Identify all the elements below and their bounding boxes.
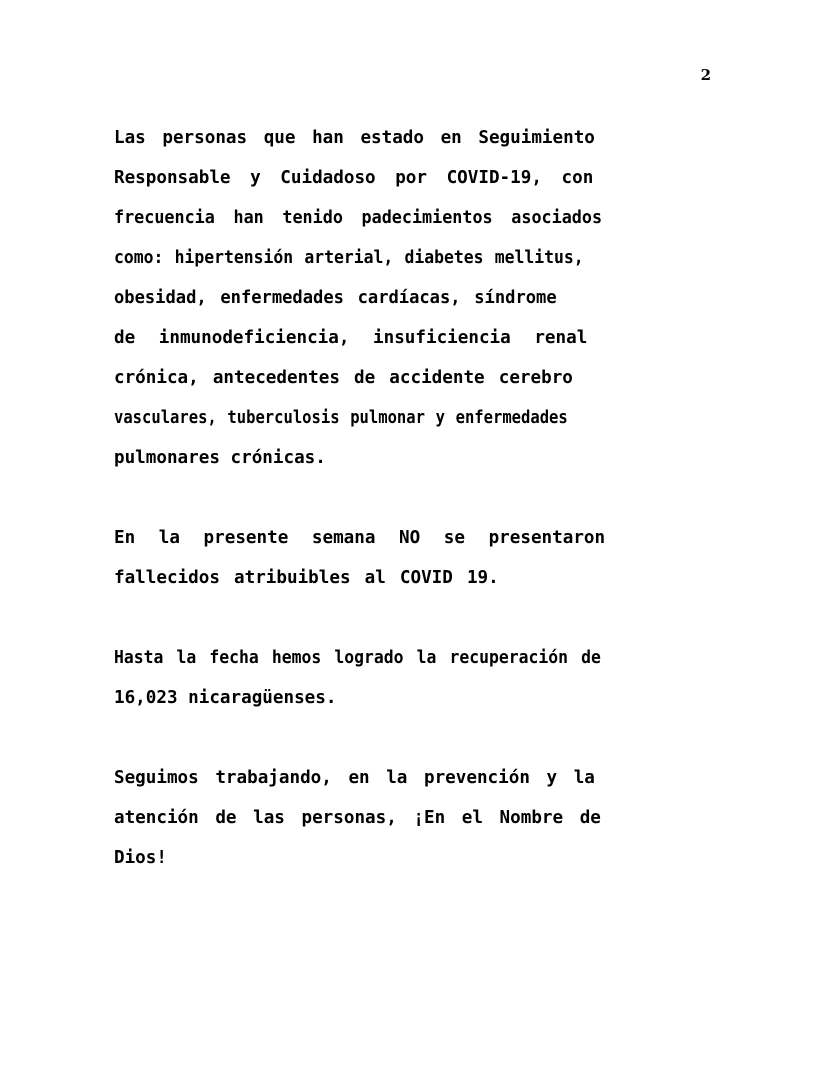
text-line: frecuencia han tenido padecimientos asociados xyxy=(114,208,603,228)
text-line: atención de las personas, ¡En el Nombre de xyxy=(114,808,601,828)
text-line: crónica, antecedentes de accidente cerebro xyxy=(114,368,573,388)
text-line: Responsable y Cuidadoso por COVID-19, con xyxy=(114,168,594,188)
text-line: como: hipertensión arterial, diabetes mellitus, xyxy=(114,248,584,268)
text-line: Las personas que han estado en Seguimiento xyxy=(114,128,595,148)
text-line: 16,023 nicaragüenses. xyxy=(114,688,337,708)
page-number: 2 xyxy=(700,66,711,84)
text-line: Dios! xyxy=(114,848,167,868)
paragraph-fallecidos xyxy=(114,518,711,598)
text-line: obesidad, enfermedades cardíacas, síndrome xyxy=(114,288,557,308)
text-line: de inmunodeficiencia, insuficiencia renal xyxy=(114,328,588,348)
text-line: pulmonares crónicas. xyxy=(114,448,326,468)
text-line: fallecidos atribuibles al COVID 19. xyxy=(114,568,499,588)
paragraph-recuperados xyxy=(114,638,711,718)
paragraph-cierre xyxy=(114,758,711,878)
text-line: Seguimos trabajando, en la prevención y la xyxy=(114,768,595,788)
text-line: Hasta la fecha hemos logrado la recuperación de xyxy=(114,648,601,668)
text-line: vasculares, tuberculosis pulmonar y enfermedades xyxy=(114,408,568,428)
text-line: En la presente semana NO se presentaron xyxy=(114,528,606,548)
document-body xyxy=(114,118,711,878)
paragraph-antecedentes xyxy=(114,118,711,478)
